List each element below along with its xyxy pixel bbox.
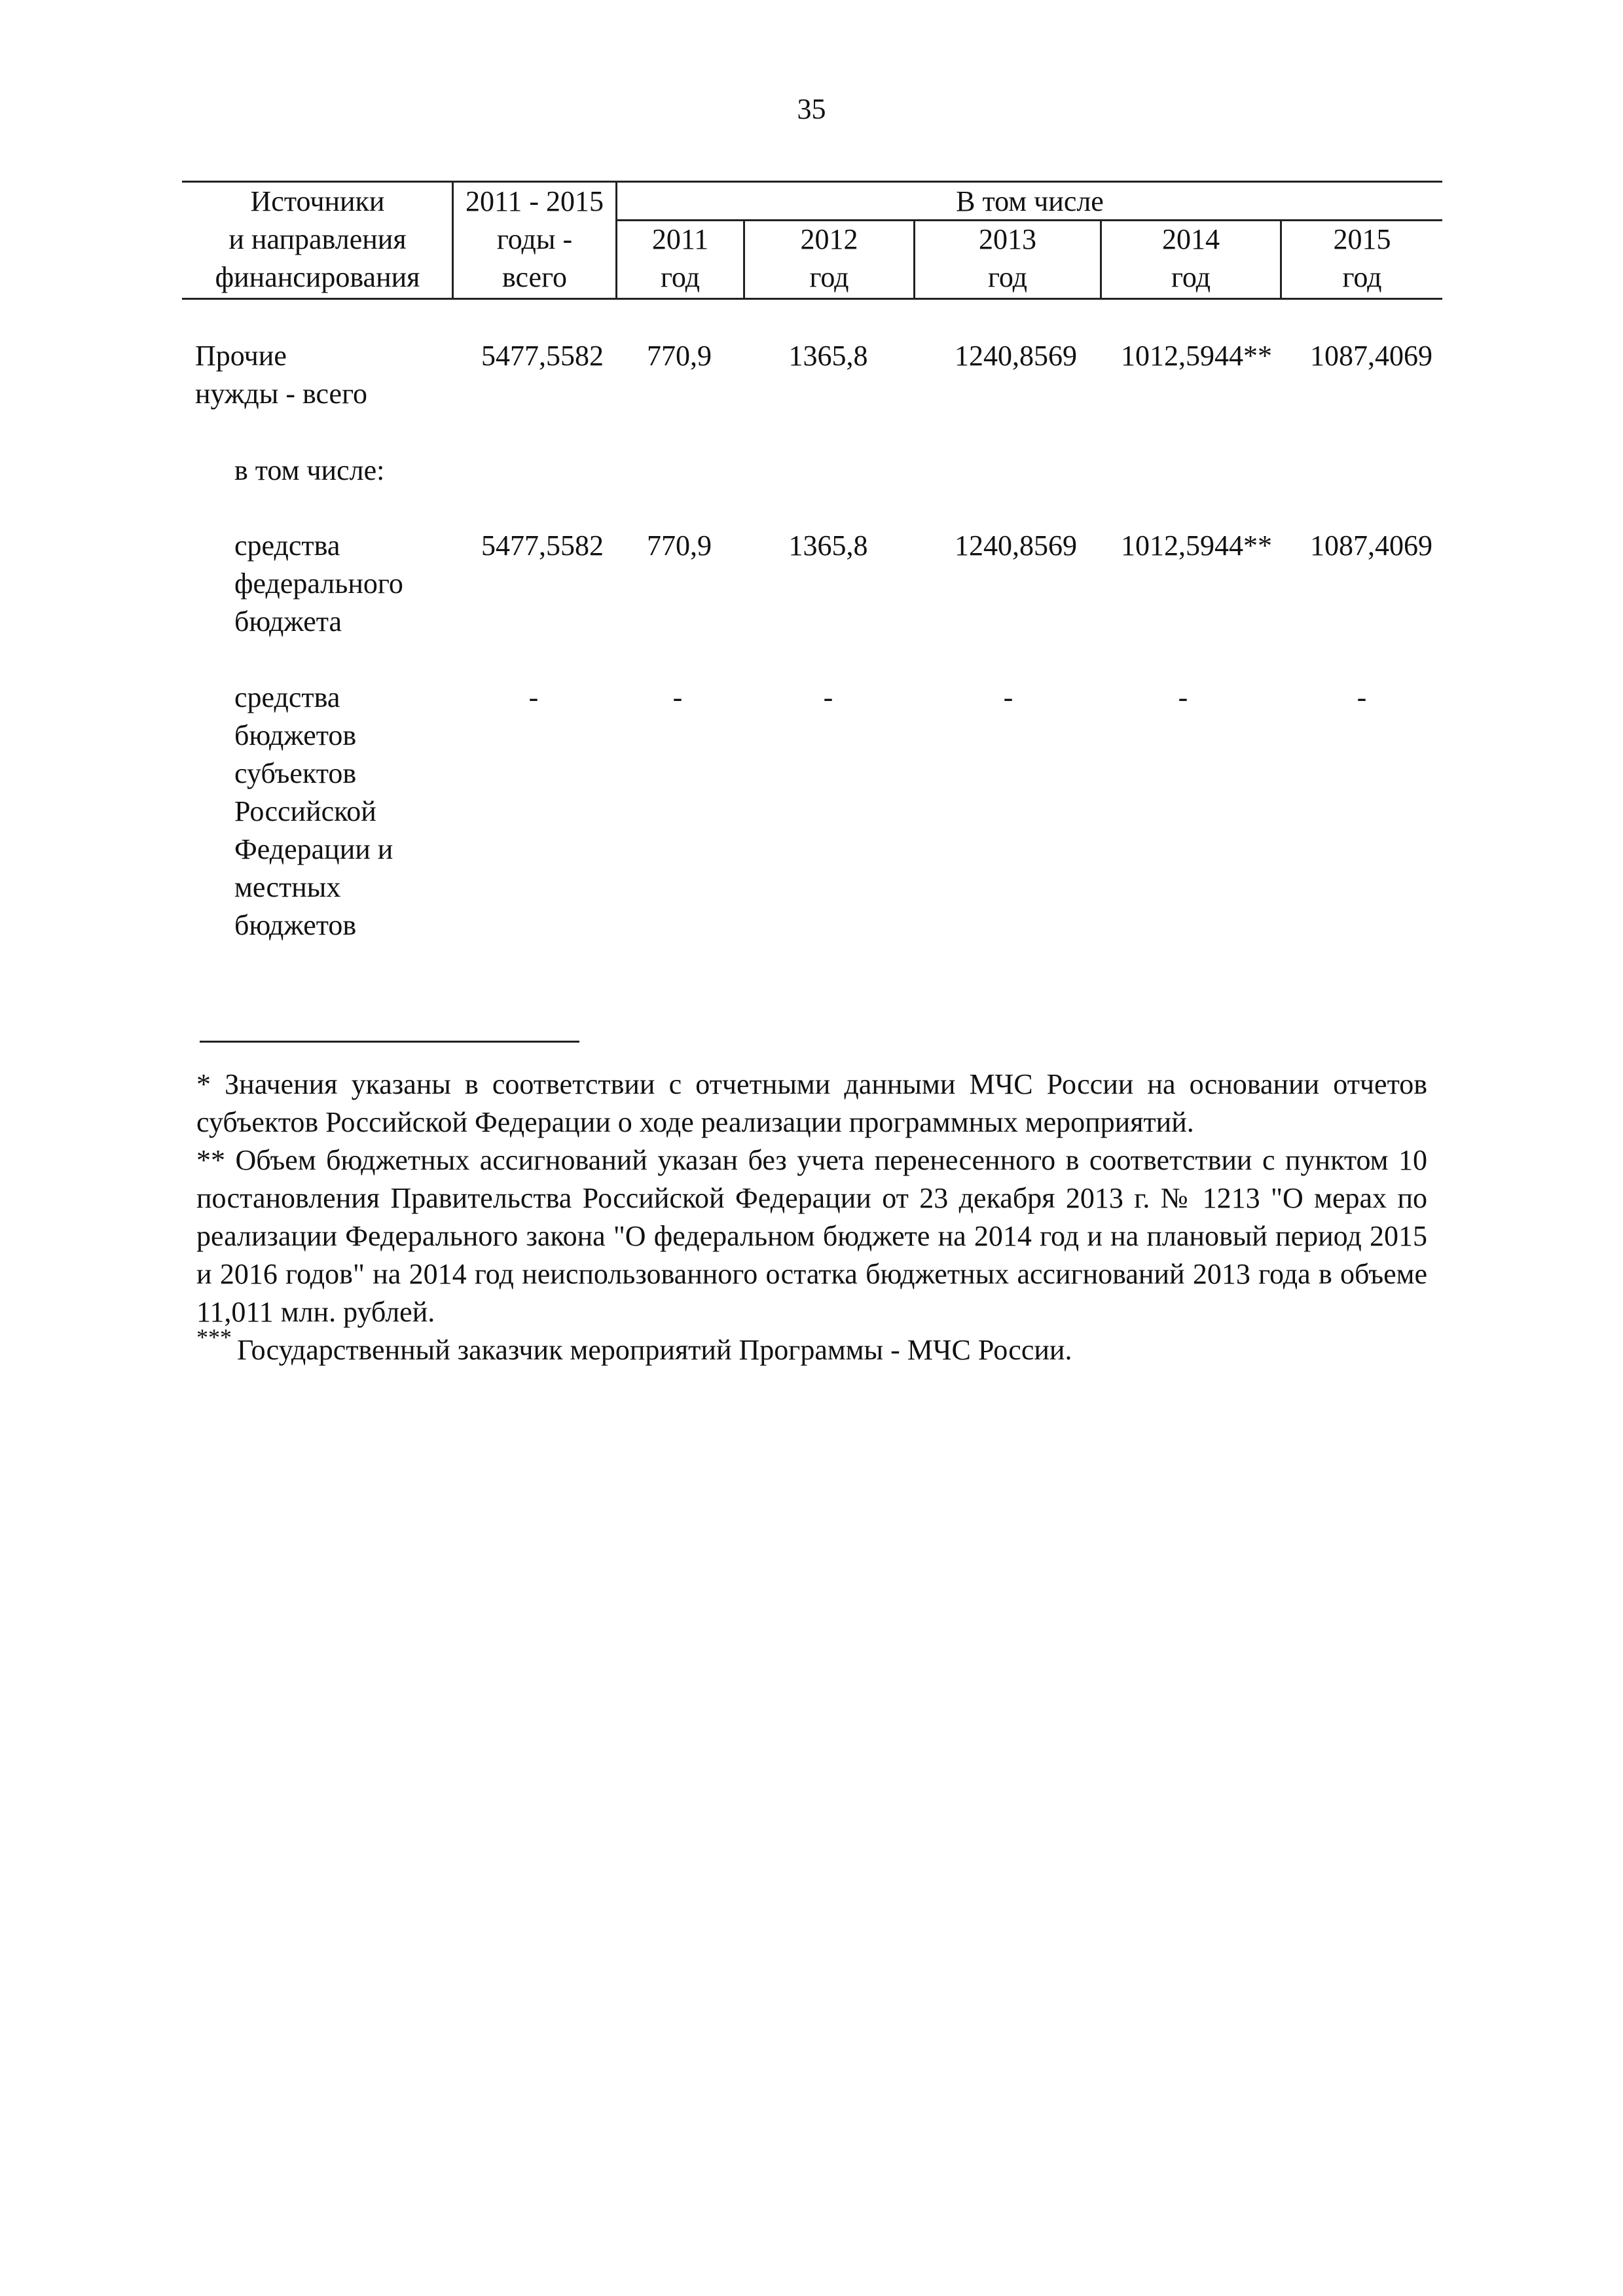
row-value: 770,9 <box>647 529 712 562</box>
header-year: 2011 <box>651 223 709 255</box>
row-label-line: нужды - всего <box>195 378 368 410</box>
header-source-line: и направления <box>228 223 407 255</box>
row-label-line: Прочие <box>195 340 287 372</box>
header-total-line: годы - <box>496 223 573 255</box>
header-group-label: В том числе <box>956 185 1104 217</box>
row-value: 1087,4069 <box>1310 529 1432 562</box>
row-value: 1012,5944** <box>1121 340 1272 372</box>
row-value: 1087,4069 <box>1310 340 1432 372</box>
header-year: 2012 <box>800 223 858 255</box>
header-year-unit: год <box>1342 261 1382 293</box>
row-value: 1240,8569 <box>955 340 1077 372</box>
footnote-1: * Значения указаны в соответствии с отчетными данными МЧС России на основании отчетов субъектов Российской Федерации о ходе реализации программных мероприятий. <box>196 1068 1427 1138</box>
row-label-line: бюджетов <box>234 909 357 941</box>
footnote-3-mark: *** <box>196 1324 232 1350</box>
row-value-dash: - <box>1178 681 1188 713</box>
row-value-total: 5477,5582 <box>481 340 604 372</box>
footnote-separator <box>200 1041 579 1043</box>
row-label-line: федерального <box>234 567 403 600</box>
header-source-line: Источники <box>250 185 385 217</box>
header-total-line: всего <box>501 261 568 293</box>
footnote-3 <box>196 1324 1427 1369</box>
header-total-line: 2011 - 2015 <box>465 185 604 217</box>
row-value: 1365,8 <box>788 529 868 562</box>
row-value-dash: - <box>672 681 683 713</box>
row-value-dash: - <box>1357 681 1367 713</box>
page-number: 35 <box>797 93 826 125</box>
row-label-line: бюджета <box>234 605 342 637</box>
footnotes <box>196 1066 1427 1369</box>
row-value-total: 5477,5582 <box>481 529 604 562</box>
header-year-unit: год <box>987 261 1028 293</box>
row-value-dash: - <box>528 681 539 713</box>
row-subheading: в том числе: <box>234 454 385 486</box>
header-year-unit: год <box>1171 261 1211 293</box>
row-label-line: субъектов <box>234 757 357 789</box>
header-bottom-rule <box>182 298 1442 300</box>
row-value-dash: - <box>823 681 833 713</box>
header-source-line: финансирования <box>215 261 420 293</box>
row-label-line: бюджетов <box>234 719 357 751</box>
header-year: 2014 <box>1162 223 1220 255</box>
row-value: 1012,5944** <box>1121 529 1272 562</box>
row-value: 1240,8569 <box>955 529 1077 562</box>
row-label-line: местных <box>234 871 341 903</box>
footnote-2: ** Объем бюджетных ассигнований указан без учета перенесенного в соответствии с пунктом 10 постановления Правительства Российской Федерации от 23 декабря 2013 г. № 1213 "О мерах по реализации Федерального закона "О федеральном бюджете на 2014 год и на плановый период 2015 и 2016 годов" на 2014 год неиспользованного остатка бюджетных ассигнований 2013 года в объеме 11,011 млн. рублей. <box>196 1144 1427 1328</box>
header-year: 2015 <box>1333 223 1391 255</box>
header-year: 2013 <box>979 223 1036 255</box>
row-value: 770,9 <box>647 340 712 372</box>
row-label-line: Федерации и <box>234 833 393 865</box>
row-label-line: средства <box>234 529 340 562</box>
header-year-unit: год <box>809 261 849 293</box>
row-value: 1365,8 <box>788 340 868 372</box>
footnote-3-text: Государственный заказчик мероприятий Программы - МЧС России. <box>237 1334 1072 1366</box>
row-label-line: Российской <box>234 795 376 827</box>
row-label-line: средства <box>234 681 340 713</box>
header-year-unit: год <box>660 261 701 293</box>
row-value-dash: - <box>1003 681 1013 713</box>
